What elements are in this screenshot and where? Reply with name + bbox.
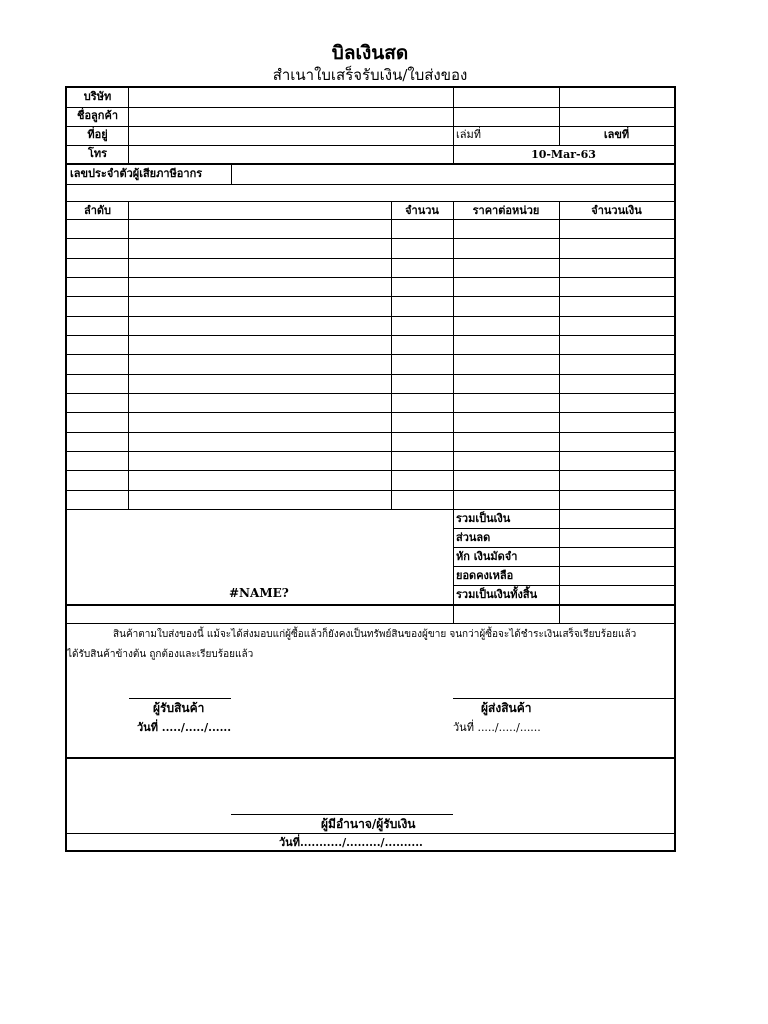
divider: [67, 757, 674, 759]
divider: [67, 833, 674, 834]
table-row[interactable]: [67, 470, 674, 489]
table-row[interactable]: [67, 277, 674, 296]
table-row[interactable]: [67, 335, 674, 354]
table-row[interactable]: [67, 258, 674, 277]
sender-signature-line: [453, 698, 674, 699]
summary-deposit-label: หัก เงินมัดจำ: [456, 550, 518, 563]
table-row[interactable]: [67, 296, 674, 315]
column-header-amount: จำนวนเงิน: [591, 204, 642, 217]
table-row[interactable]: [67, 393, 674, 412]
divider: [128, 88, 129, 163]
table-row[interactable]: [67, 374, 674, 393]
column-header-index: ลำดับ: [83, 204, 112, 217]
company-field[interactable]: [130, 89, 451, 106]
divider: [453, 528, 674, 529]
divider: [453, 547, 674, 548]
authorized-date: วันที่.........../........./..........: [279, 836, 423, 849]
column-header-unit-price: ราคาต่อหน่วย: [472, 204, 540, 217]
table-row[interactable]: [67, 490, 674, 509]
divider: [67, 184, 674, 185]
terms-text: สินค้าตามใบส่งของนี้ แม้จะได้ส่งมอบแก่ผู้ซื้อแล้วก็ยังคงเป็นทรัพย์สินของผู้ขาย จนกว่าผู้ซื้อจะได้ชำระเงินเสร็จเรียบร้อยแล้ว: [113, 629, 637, 640]
authorized-signature-line: [231, 814, 453, 815]
column-header-quantity: จำนวน: [405, 204, 439, 217]
table-row[interactable]: [67, 451, 674, 470]
doc-no-label: เลขที่: [603, 128, 630, 141]
table-row[interactable]: [67, 412, 674, 431]
tax-id-field[interactable]: [233, 165, 672, 183]
authorized-label: ผู้มีอำนาจ/ผู้รับเงิน: [321, 817, 416, 831]
tax-id-label: เลขประจำตัวผู้เสียภาษีอากร: [70, 167, 203, 180]
table-row[interactable]: [67, 432, 674, 451]
phone-field[interactable]: [130, 146, 451, 162]
divider: [67, 623, 674, 624]
divider: [453, 566, 674, 567]
receiver-signature-line: [129, 698, 231, 699]
table-row[interactable]: [67, 354, 674, 373]
table-row[interactable]: [67, 316, 674, 335]
company-label: บริษัท: [83, 90, 112, 103]
divider: [67, 604, 674, 606]
address-label: ที่อยู่: [87, 128, 108, 141]
sender-date: วันที่ ...../...../......: [453, 721, 541, 734]
amount-in-words-error: #NAME?: [229, 586, 289, 600]
summary-subtotal-label: รวมเป็นเงิน: [456, 512, 511, 525]
invoice-sheet: [65, 86, 676, 852]
table-row[interactable]: [67, 238, 674, 257]
phone-label: โทร: [87, 147, 108, 160]
divider: [231, 163, 232, 184]
document-subtitle: สำเนาใบเสร็จรับเงิน/ใบส่งของ: [272, 66, 468, 84]
date-value: 10-Mar-63: [531, 148, 596, 161]
address-field[interactable]: [130, 127, 451, 144]
table-row[interactable]: [67, 219, 674, 238]
customer-name-label: ชื่อลูกค้า: [76, 109, 118, 122]
summary-balance-label: ยอดคงเหลือ: [456, 569, 514, 582]
divider: [453, 585, 674, 586]
book-no-label: เล่มที่: [456, 128, 482, 141]
sender-label: ผู้ส่งสินค้า: [481, 701, 532, 715]
receiver-label: ผู้รับสินค้า: [153, 701, 205, 715]
summary-grand-total-label: รวมเป็นเงินทั้งสิ้น: [456, 588, 538, 601]
divider: [67, 509, 674, 510]
customer-name-field[interactable]: [130, 108, 451, 125]
document-title: บิลเงินสด: [331, 42, 409, 64]
divider: [67, 201, 674, 202]
receipt-confirmation-text: ได้รับสินค้าข้างต้น ถูกต้องและเรียบร้อยแล้ว: [67, 649, 254, 660]
summary-discount-label: ส่วนลด: [456, 531, 491, 544]
receiver-date: วันที่ ...../...../......: [137, 721, 232, 734]
